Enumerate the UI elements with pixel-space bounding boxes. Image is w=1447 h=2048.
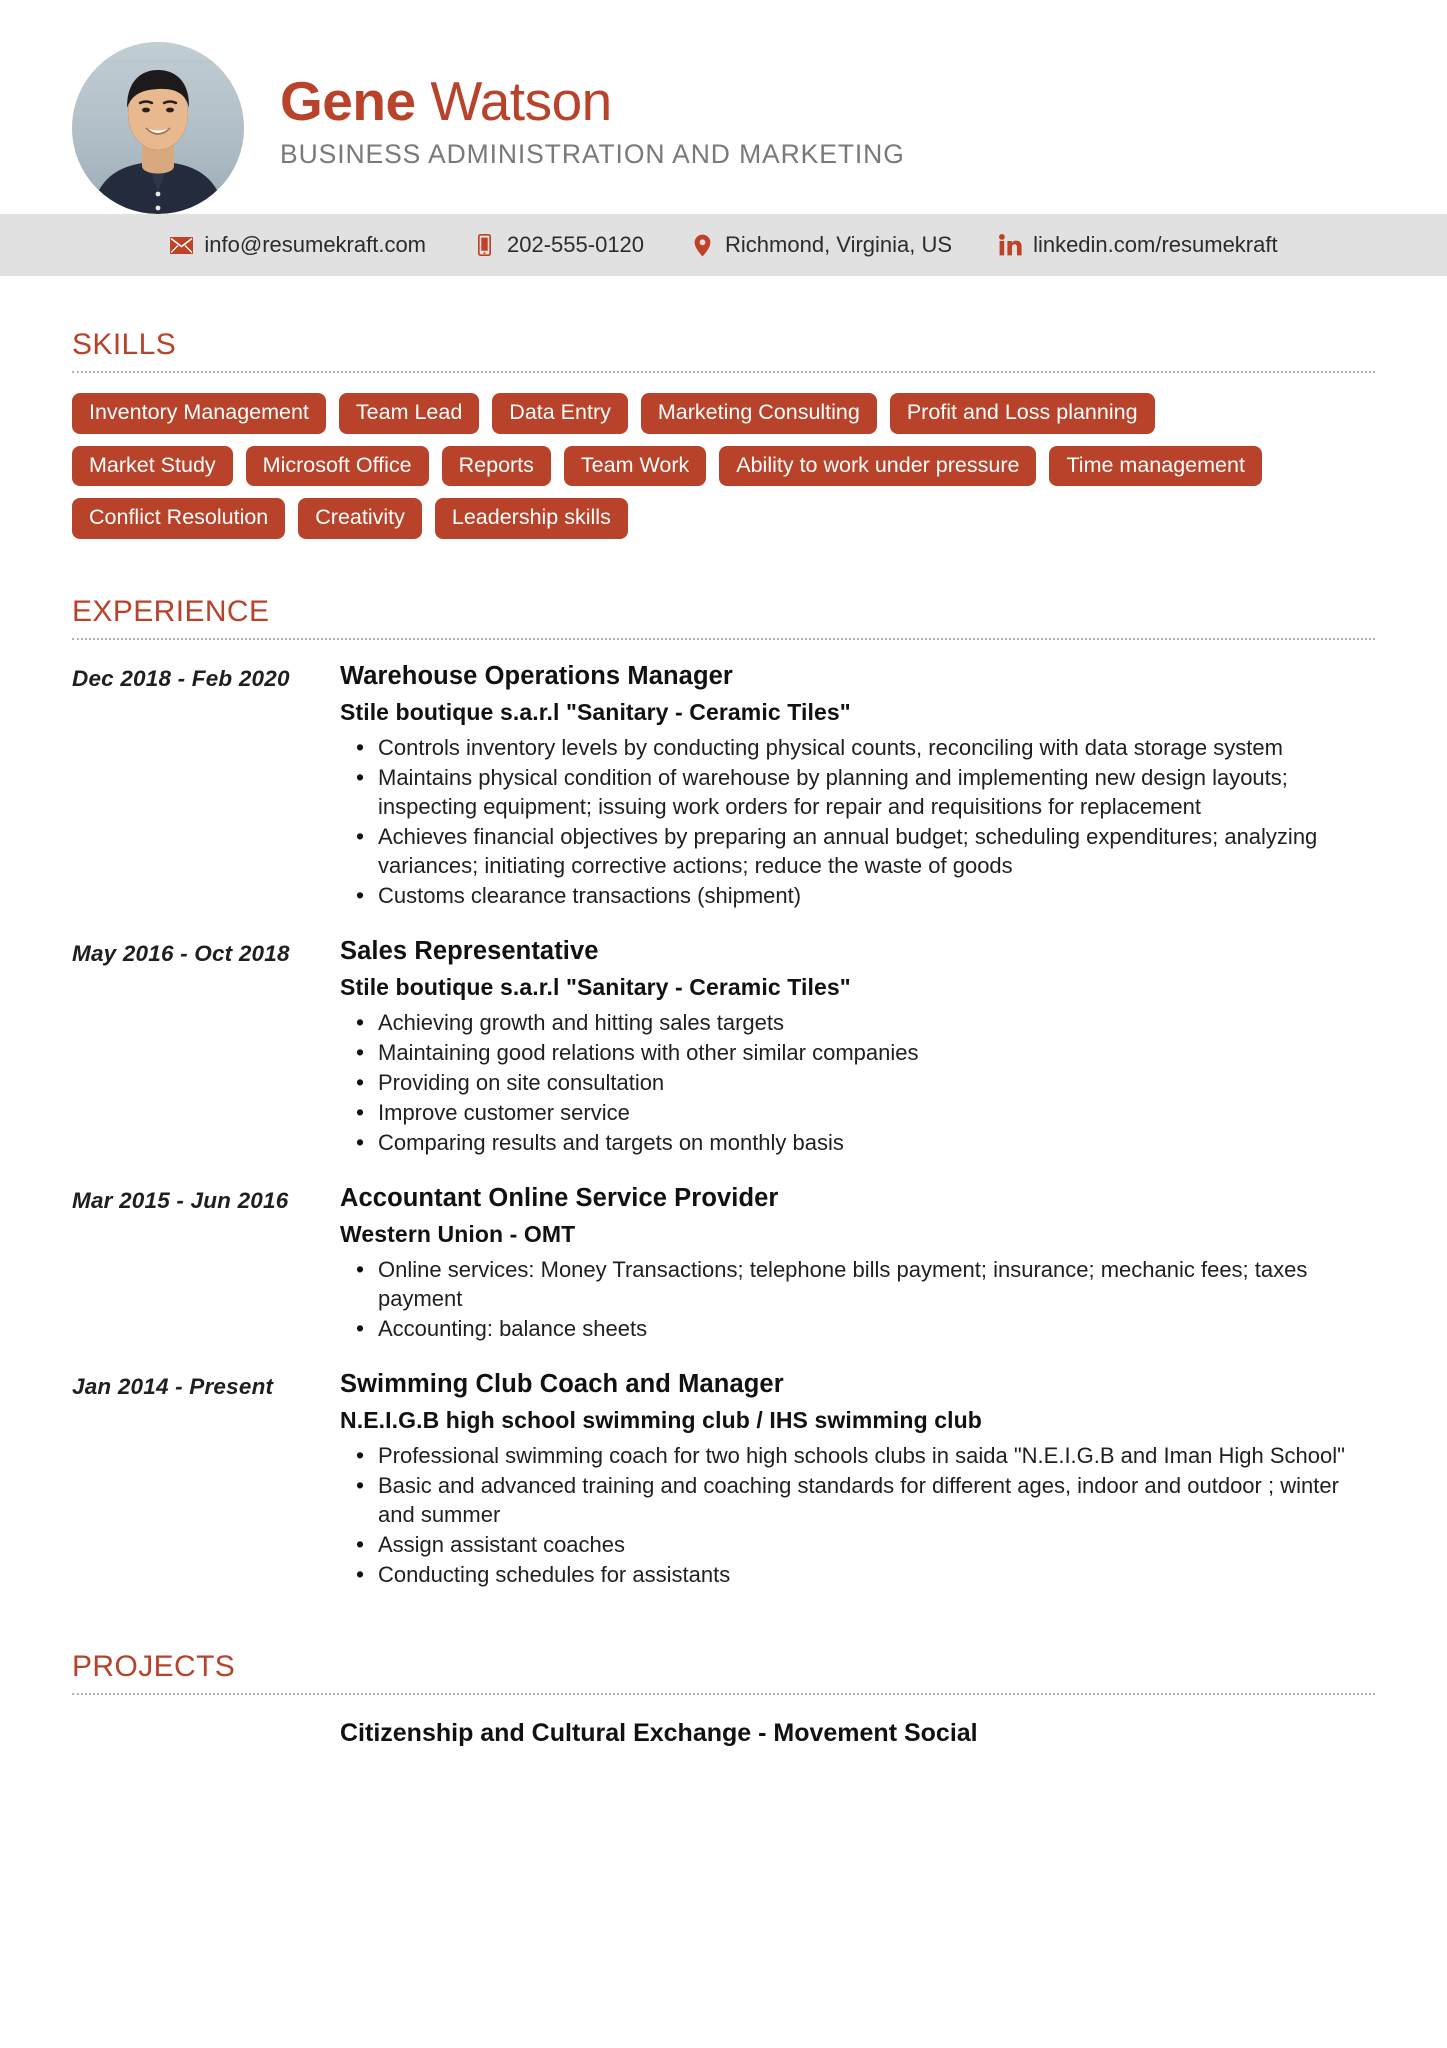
- projects-list: [72, 1719, 1375, 1748]
- skill-tag: Data Entry: [492, 393, 628, 434]
- project-title: Citizenship and Cultural Exchange - Movement Social: [340, 1719, 978, 1748]
- skill-tag: Creativity: [298, 498, 422, 539]
- skill-tag: Team Lead: [339, 393, 479, 434]
- experience-bullets: [340, 733, 1375, 910]
- contact-location[interactable]: [690, 232, 952, 258]
- location-icon: [690, 233, 714, 257]
- experience-bullets: [340, 1008, 1375, 1157]
- experience-body: [340, 662, 1375, 911]
- contact-email-value: info@resumekraft.com: [204, 232, 427, 257]
- section-divider: [72, 638, 1375, 640]
- experience-section-title: EXPERIENCE: [72, 594, 270, 628]
- list-item: • Comparing results and targets on monthly basis: [376, 1128, 1375, 1157]
- contact-linkedin[interactable]: [998, 232, 1278, 258]
- resume-header: [0, 0, 1447, 214]
- list-item: • Accounting: balance sheets: [376, 1314, 1375, 1343]
- list-item: • Achieves financial objectives by preparing an annual budget; scheduling expenditures; analyzing variances; initiating corrective actions; reduce the waste of goods: [376, 822, 1375, 880]
- avatar: [72, 42, 244, 214]
- experience-entry: [72, 937, 1375, 1158]
- list-item: • Professional swimming coach for two high schools clubs in saida "N.E.I.G.B and Iman High School": [376, 1441, 1375, 1470]
- contact-phone-value: 202-555-0120: [507, 232, 645, 257]
- experience-date: May 2016 - Oct 2018: [72, 940, 290, 966]
- section-divider: [72, 371, 1375, 373]
- email-icon: [169, 233, 193, 257]
- experience-bullets: [340, 1255, 1375, 1343]
- experience-company: Western Union - OMT: [340, 1220, 576, 1247]
- skill-tag: Ability to work under pressure: [719, 446, 1036, 487]
- experience-date: Jan 2014 - Present: [72, 1373, 274, 1399]
- list-item: • Maintaining good relations with other similar companies: [376, 1038, 1375, 1067]
- linkedin-icon: [998, 233, 1022, 257]
- contact-bar: [0, 214, 1447, 276]
- list-item: • Conducting schedules for assistants: [376, 1560, 1375, 1589]
- list-item: • Basic and advanced training and coaching standards for different ages, indoor and outdoor ; winter and summer: [376, 1471, 1375, 1529]
- experience-entry: [72, 1184, 1375, 1344]
- skill-tag: Microsoft Office: [246, 446, 429, 487]
- section-divider: [72, 1693, 1375, 1695]
- skill-tag: Profit and Loss planning: [890, 393, 1155, 434]
- experience-role: Sales Representative: [340, 936, 599, 965]
- skills-section-title: SKILLS: [72, 328, 177, 361]
- experience-role: Swimming Club Coach and Manager: [340, 1369, 784, 1398]
- skill-tag: Time management: [1049, 446, 1261, 487]
- skill-tag: Market Study: [72, 446, 233, 487]
- experience-body: [340, 1184, 1375, 1344]
- portrait-photo-icon: [72, 42, 244, 214]
- experience-entry: [72, 1370, 1375, 1590]
- experience-list: [72, 662, 1375, 1591]
- contact-location-value: Richmond, Virginia, US: [725, 232, 953, 257]
- skill-tag: Leadership skills: [435, 498, 628, 539]
- skill-tag: Inventory Management: [72, 393, 326, 434]
- first-name: Gene: [280, 69, 416, 132]
- experience-bullets: [340, 1441, 1375, 1589]
- headline-subtitle: BUSINESS ADMINISTRATION AND MARKETING: [280, 139, 905, 170]
- experience-role: Warehouse Operations Manager: [340, 661, 733, 690]
- experience-section: [0, 539, 1447, 1591]
- list-item: • Achieving growth and hitting sales targets: [376, 1008, 1375, 1037]
- list-item: • Online services: Money Transactions; telephone bills payment; insurance; mechanic fees; taxes payment: [376, 1255, 1375, 1313]
- experience-company: N.E.I.G.B high school swimming club / IHS swimming club: [340, 1406, 982, 1433]
- experience-entry: [72, 662, 1375, 911]
- phone-icon: [472, 233, 496, 257]
- experience-date: Dec 2018 - Feb 2020: [72, 665, 290, 691]
- list-item: • Controls inventory levels by conducting physical counts, reconciling with data storage system: [376, 733, 1375, 762]
- experience-body: [340, 937, 1375, 1158]
- skill-tag: Conflict Resolution: [72, 498, 285, 539]
- skill-tag: Team Work: [564, 446, 706, 487]
- experience-role: Accountant Online Service Provider: [340, 1183, 779, 1212]
- list-item: • Maintains physical condition of warehouse by planning and implementing new design layouts; inspecting equipment; issuing work orders for repair and requisitions for replacement: [376, 763, 1375, 821]
- contact-phone[interactable]: [472, 232, 644, 258]
- list-item: • Providing on site consultation: [376, 1068, 1375, 1097]
- name-block: [280, 69, 905, 184]
- projects-section: [0, 1616, 1447, 1748]
- page-title: [280, 69, 905, 132]
- projects-section-title: PROJECTS: [72, 1650, 236, 1684]
- contact-email[interactable]: [169, 232, 426, 258]
- experience-body: [340, 1370, 1375, 1590]
- list-item: • Improve customer service: [376, 1098, 1375, 1127]
- last-name: Watson: [430, 69, 612, 132]
- skills-tag-list: [72, 393, 1327, 539]
- skills-section: [0, 276, 1447, 539]
- experience-date: Mar 2015 - Jun 2016: [72, 1187, 289, 1213]
- skill-tag: Reports: [442, 446, 551, 487]
- skill-tag: Marketing Consulting: [641, 393, 877, 434]
- list-item: • Assign assistant coaches: [376, 1530, 1375, 1559]
- contact-linkedin-value: linkedin.com/resumekraft: [1033, 232, 1278, 257]
- list-item: • Customs clearance transactions (shipment): [376, 881, 1375, 910]
- experience-company: Stile boutique s.a.r.l "Sanitary - Ceramic Tiles": [340, 973, 851, 1000]
- experience-company: Stile boutique s.a.r.l "Sanitary - Ceramic Tiles": [340, 698, 851, 725]
